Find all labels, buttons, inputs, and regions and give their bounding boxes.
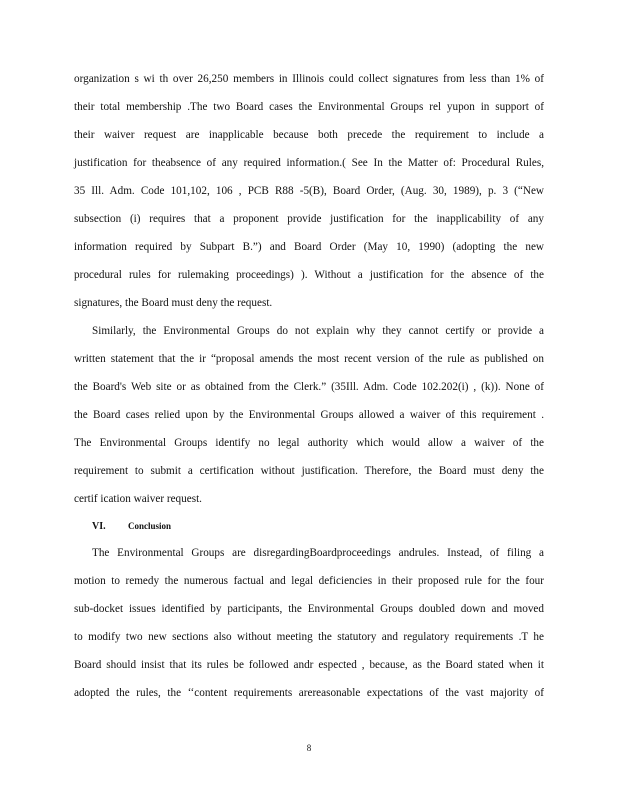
paragraph-1-line-7: information required by Subpart B.”) and Board Order (May 10, 1990) (adopting the new [74, 241, 544, 253]
section-title: Conclusion [128, 521, 172, 531]
paragraph-3-line-2: motion to remedy the numerous factual and legal deficiencies in their proposed rule for the four [74, 575, 544, 587]
paragraph-2-line-3: the Board's Web site or as obtained from the Clerk.” (35Ill. Adm. Code 102.202(i) , (k)). None of [74, 381, 544, 393]
paragraph-2-line-5: The Environmental Groups identify no legal authority which would allow a waiver of the [74, 437, 544, 449]
paragraph-3-line-1: The Environmental Groups are disregardingBoardproceedings andrules. Instead, of filing a [92, 547, 544, 559]
paragraph-1-line-1: organization s wi th over 26,250 members in Illinois could collect signatures from less than 1% of [74, 73, 544, 85]
paragraph-2-line-4: the Board cases relied upon by the Environmental Groups allowed a waiver of this requirement . [74, 409, 544, 421]
paragraph-2-line-7: certif ication waiver request. [74, 493, 202, 505]
section-heading [92, 519, 171, 534]
paragraph-1-line-5: 35 Ill. Adm. Code 101,102, 106 , PCB R88 -5(B), Board Order, (Aug. 30, 1989), p. 3 (“New [74, 185, 544, 197]
paragraph-1-line-4: justification for theabsence of any required information.( See In the Matter of: Procedural Rules, [74, 157, 544, 169]
paragraph-3-line-3: sub-docket issues identified by participants, the Environmental Groups doubled down and moved [74, 603, 544, 615]
paragraph-3-line-5: Board should insist that its rules be followed andr espected , because, as the Board stated when it [74, 659, 544, 671]
paragraph-2-line-2: written statement that the ir “proposal amends the most recent version of the rule as published on [74, 353, 544, 365]
paragraph-3-line-6: adopted the rules, the ‘‘content requirements arereasonable expectations of the vast majority of [74, 687, 544, 699]
paragraph-1-line-3: their waiver request are inapplicable because both precede the requirement to include a [74, 129, 544, 141]
paragraph-2-line-6: requirement to submit a certification without justification. Therefore, the Board must deny the [74, 465, 544, 477]
paragraph-1-line-9: signatures, the Board must deny the request. [74, 297, 273, 309]
paragraph-1-line-6: subsection (i) requires that a proponent provide justification for the inapplicability of any [74, 213, 544, 225]
paragraph-3-line-4: to modify two new sections also without meeting the statutory and regulatory requirements .T he [74, 631, 544, 643]
paragraph-1-line-2: their total membership .The two Board cases the Environmental Groups rel yupon in support of [74, 101, 544, 113]
page-number: 8 [306, 743, 312, 753]
paragraph-1-line-8: procedural rules for rulemaking proceedings) ). Without a justification for the absence of the [74, 269, 544, 281]
section-number: VI. [92, 521, 106, 532]
paragraph-2-line-1: Similarly, the Environmental Groups do not explain why they cannot certify or provide a [92, 325, 544, 337]
